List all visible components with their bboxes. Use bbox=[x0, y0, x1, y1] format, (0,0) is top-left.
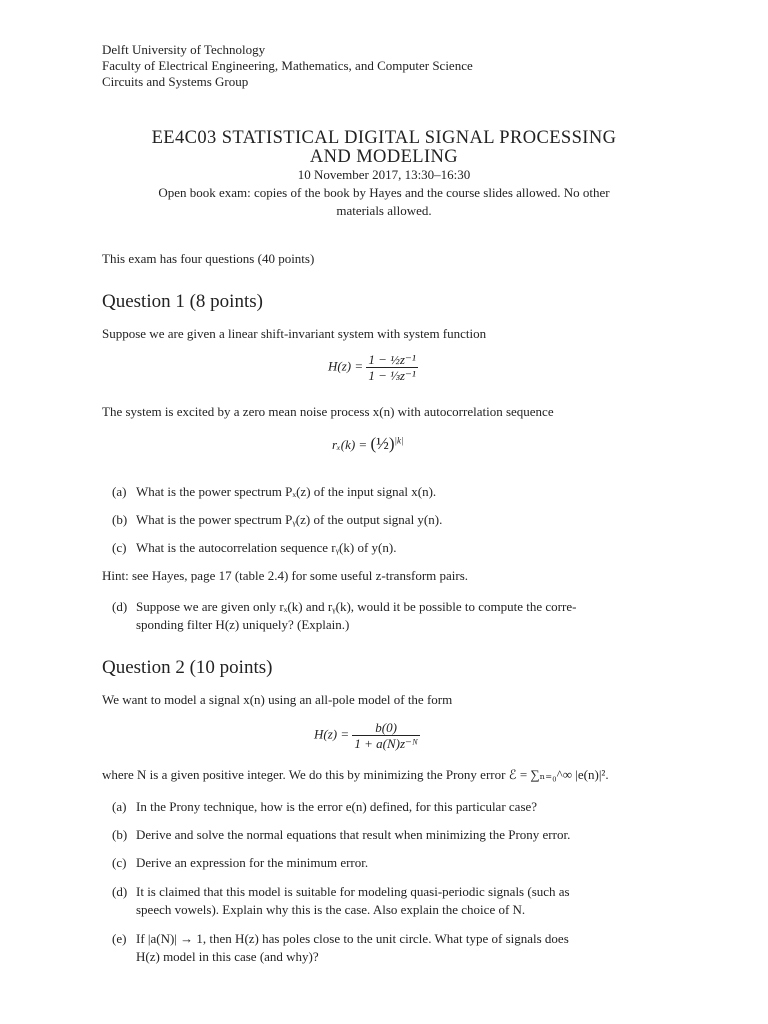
faculty-name: Faculty of Electrical Engineering, Mathematics, and Computer Science bbox=[102, 58, 473, 73]
q2-eq-denominator: 1 + a(N)z⁻ᴺ bbox=[354, 736, 418, 751]
q1b-label: (b) bbox=[112, 512, 128, 527]
q2e-text-line2: H(z) model in this case (and why)? bbox=[136, 949, 319, 964]
q2-allpole-model bbox=[314, 720, 420, 751]
exam-intro: This exam has four questions (40 points) bbox=[102, 251, 315, 266]
q2c-label: (c) bbox=[112, 855, 127, 870]
q2-where-text: where N is a given positive integer. We do this by minimizing the Prony error ℰ = ∑ₙ₌₀^∞ |e(n)|². bbox=[102, 767, 609, 782]
q2d-label: (d) bbox=[112, 884, 128, 899]
exam-note-line2: materials allowed. bbox=[336, 203, 432, 218]
q1-autocorrelation-eq bbox=[332, 434, 404, 454]
q1-eq1-lhs: H(z) = bbox=[328, 358, 364, 374]
exam-title-line2: AND MODELING bbox=[309, 147, 459, 167]
q2e-text-line1: If |a(N)| → 1, then H(z) has poles close to the unit circle. What type of signals does bbox=[136, 931, 569, 946]
q1-eq1-denominator: 1 − ⅓z⁻¹ bbox=[368, 368, 416, 383]
q2-eq-numerator: b(0) bbox=[352, 720, 420, 736]
q1d-text-line1: Suppose we are given only rₓ(k) and rᵧ(k), would it be possible to compute the corre- bbox=[136, 599, 577, 614]
q1-eq2-base: (½) bbox=[370, 434, 395, 453]
group-name: Circuits and Systems Group bbox=[102, 74, 249, 89]
q1c-label: (c) bbox=[112, 540, 127, 555]
exam-title-line1: EE4C03 STATISTICAL DIGITAL SIGNAL PROCESSING bbox=[151, 128, 617, 148]
q1-intro: Suppose we are given a linear shift-invariant system with system function bbox=[102, 326, 487, 341]
q1d-text-line2: sponding filter H(z) uniquely? (Explain.) bbox=[136, 617, 350, 632]
q1-eq1-numerator: 1 − ½z⁻¹ bbox=[368, 352, 416, 367]
q1-hint: Hint: see Hayes, page 17 (table 2.4) for some useful z-transform pairs. bbox=[102, 568, 469, 583]
q2a-label: (a) bbox=[112, 799, 127, 814]
q2a-text: In the Prony technique, how is the error e(n) defined, for this particular case? bbox=[136, 799, 538, 814]
q2b-text: Derive and solve the normal equations that result when minimizing the Prony error. bbox=[136, 827, 571, 842]
q1-system-function bbox=[328, 352, 418, 383]
q1c-text: What is the autocorrelation sequence rᵧ(k) of y(n). bbox=[136, 540, 397, 555]
university-name: Delft University of Technology bbox=[102, 42, 266, 57]
q2-intro: We want to model a signal x(n) using an all-pole model of the form bbox=[102, 692, 453, 707]
q1-eq2-lhs: rₓ(k) = bbox=[332, 437, 368, 452]
exam-date: 10 November 2017, 13:30–16:30 bbox=[297, 167, 471, 182]
q2-eq-lhs: H(z) = bbox=[314, 726, 350, 742]
question-1-heading: Question 1 (8 points) bbox=[102, 291, 263, 312]
question-2-heading: Question 2 (10 points) bbox=[102, 657, 273, 678]
q1d-label: (d) bbox=[112, 599, 128, 614]
q2b-label: (b) bbox=[112, 827, 128, 842]
q1b-text: What is the power spectrum Pᵧ(z) of the output signal y(n). bbox=[136, 512, 443, 527]
q1-eq2-exponent: |k| bbox=[394, 435, 404, 446]
q2c-text: Derive an expression for the minimum error. bbox=[136, 855, 369, 870]
exam-note-line1: Open book exam: copies of the book by Hayes and the course slides allowed. No other bbox=[158, 185, 610, 200]
q1a-text: What is the power spectrum Pₓ(z) of the input signal x(n). bbox=[136, 484, 437, 499]
q1a-label: (a) bbox=[112, 484, 127, 499]
q2d-text-line2: speech vowels). Explain why this is the case. Also explain the choice of N. bbox=[136, 902, 526, 917]
q1-excited-text: The system is excited by a zero mean noise process x(n) with autocorrelation sequence bbox=[102, 404, 554, 419]
q2e-label: (e) bbox=[112, 931, 127, 946]
q2d-text-line1: It is claimed that this model is suitable for modeling quasi-periodic signals (such as bbox=[136, 884, 570, 899]
